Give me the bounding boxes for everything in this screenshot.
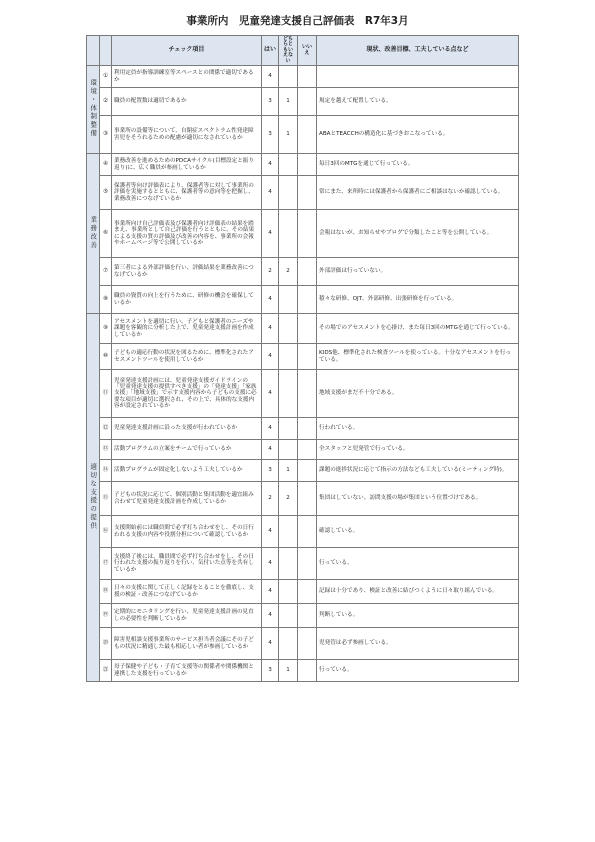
status-note: 集団はしていない。訪問支援の場が集団という位置づけである。 <box>317 482 519 516</box>
either-count: 1 <box>279 116 298 154</box>
status-note: 行っている。 <box>317 548 519 580</box>
no-count <box>298 604 317 628</box>
either-count <box>279 440 298 460</box>
row-number: ⑩ <box>100 344 112 370</box>
table-row <box>87 66 519 88</box>
yes-count: 4 <box>262 286 279 314</box>
row-number: ② <box>100 88 112 116</box>
check-item-text: 事業所向け自己評価表及び保護者向け評価表の結果を踏まえ、事業所として自己評価を行うとともに、その結果による支援の質の評価及び改善の内容を、事業所の会報やホームページ等で公開しているか <box>112 210 262 258</box>
page-title: 事業所内 児童発達支援自己評価表 R7年3月 <box>186 15 409 27</box>
header-blank-cell <box>100 36 112 66</box>
check-item-text: 子どもの適応行動の状況を図るために、標準化されたアセスメントツールを使用しているか <box>112 344 262 370</box>
status-note: 規定を越えて配置している。 <box>317 88 519 116</box>
no-count <box>298 370 317 418</box>
row-number: ⑮ <box>100 482 112 516</box>
status-note: 全スタッフと児発管で行っている。 <box>317 440 519 460</box>
table-row <box>87 580 519 604</box>
category-cell <box>87 154 100 314</box>
table-row <box>87 482 519 516</box>
table-row <box>87 88 519 116</box>
category-label: 業務改善 <box>89 215 98 250</box>
no-count <box>298 258 317 286</box>
yes-count: 4 <box>262 210 279 258</box>
header-status: 現状、改善目標、工夫している点など <box>317 36 519 66</box>
check-item-text: 児童発達支援計画には、児童発達支援ガイドラインの「児童発達支援の提供すべき支援」の「発達支援」「家族支援」「地域支援」で示す支援内容から子どもの支援に必要な項目が適切に選択され、その上で、具体的な支援内容が設定されているか <box>112 370 262 418</box>
either-count <box>279 176 298 210</box>
yes-count: 4 <box>262 314 279 344</box>
no-count <box>298 580 317 604</box>
status-note: KIDS他、標準化された検査ツールを使っている。十分なアセスメントを行っている。 <box>317 344 519 370</box>
row-number: ㉑ <box>100 660 112 682</box>
either-count: 1 <box>279 460 298 482</box>
check-item-text: 業務改善を進めるためのPDCAサイクル(目標設定と振り返り)に、広く職員が参画しているか <box>112 154 262 176</box>
either-count: 1 <box>279 660 298 682</box>
yes-count: 4 <box>262 66 279 88</box>
status-note: 記録は十分であり、検証と改善に結びつくように日々取り組んでいる。 <box>317 580 519 604</box>
status-note <box>317 66 519 88</box>
evaluation-table <box>86 35 519 682</box>
table-row <box>87 116 519 154</box>
yes-count: 4 <box>262 516 279 548</box>
row-number: ⑤ <box>100 176 112 210</box>
check-item-text: 利用定員が指導訓練室等スペースとの関係で適切であるか <box>112 66 262 88</box>
status-note: 確認している。 <box>317 516 519 548</box>
table-row <box>87 344 519 370</box>
row-number: ⑳ <box>100 628 112 660</box>
either-count <box>279 370 298 418</box>
status-note: 判断している。 <box>317 604 519 628</box>
header-yes: はい <box>262 36 279 66</box>
check-item-text: 職員の資質の向上を行うために、研修の機会を確保しているか <box>112 286 262 314</box>
either-count: 2 <box>279 258 298 286</box>
either-count <box>279 344 298 370</box>
either-count <box>279 548 298 580</box>
either-count <box>279 154 298 176</box>
table-row <box>87 154 519 176</box>
no-count <box>298 154 317 176</box>
status-note: 毎日3回のMTGを通じて行っている。 <box>317 154 519 176</box>
no-count <box>298 628 317 660</box>
header-blank-cell <box>87 36 100 66</box>
status-note: 常にまた、来所時には保護者から保護者にご相談はないか確認している。 <box>317 176 519 210</box>
status-note: 積々な研修、OJT、外部研修、出張研修を行っている。 <box>317 286 519 314</box>
no-count <box>298 66 317 88</box>
row-number: ① <box>100 66 112 88</box>
table-row <box>87 440 519 460</box>
table-row <box>87 548 519 580</box>
status-note: 課題の進捗状況に応じて指示の方法なども工夫している(ミーティング時)。 <box>317 460 519 482</box>
either-count: 1 <box>279 88 298 116</box>
status-note: 行っている。 <box>317 660 519 682</box>
yes-count: 4 <box>262 580 279 604</box>
row-number: ⑲ <box>100 604 112 628</box>
yes-count: 4 <box>262 344 279 370</box>
table-row <box>87 460 519 482</box>
check-item-text: 保護者等向け評価表により、保護者等に対して事業所の評価を実施するとともに、保護者等の意向等を把握し、業務改善につなげているか <box>112 176 262 210</box>
either-count <box>279 628 298 660</box>
no-count <box>298 482 317 516</box>
check-item-text: 事業所の設備等について、自閉症スペクトラム性発達障害児をそうれるための配慮が適切になされているか <box>112 116 262 154</box>
yes-count: 4 <box>262 548 279 580</box>
table-row <box>87 314 519 344</box>
category-label: 適切な支援の提供 <box>89 462 98 530</box>
category-cell <box>87 66 100 154</box>
check-item-text: 活動プログラムが固定化しないよう工夫しているか <box>112 460 262 482</box>
yes-count: 4 <box>262 176 279 210</box>
either-count <box>279 314 298 344</box>
table-row <box>87 210 519 258</box>
yes-count: 3 <box>262 88 279 116</box>
check-item-text: 支援開始前には職員間で必ず打ち合わせをし、その日行われる支援の内容や役割分担について確認しているか <box>112 516 262 548</box>
check-item-text: アセスメントを適切に行い、子どもと保護者のニーズや課題を客観的に分析した上で、児童発達支援計画を作成しているか <box>112 314 262 344</box>
no-count <box>298 344 317 370</box>
yes-count: 4 <box>262 154 279 176</box>
either-count <box>279 66 298 88</box>
yes-count: 4 <box>262 628 279 660</box>
row-number: ⑦ <box>100 258 112 286</box>
table-row <box>87 370 519 418</box>
either-count <box>279 604 298 628</box>
check-item-text: 活動プログラムの立案をチームで行っているか <box>112 440 262 460</box>
row-number: ⑨ <box>100 314 112 344</box>
row-number: ⑪ <box>100 370 112 418</box>
no-count <box>298 210 317 258</box>
yes-count: 3 <box>262 116 279 154</box>
check-item-text: 子どもの状況に応じて、個別活動と集団活動を適宜組み合わせて児童発達支援計画を作成しているか <box>112 482 262 516</box>
no-count <box>298 440 317 460</box>
no-count <box>298 460 317 482</box>
status-note: 行われている。 <box>317 418 519 440</box>
no-count <box>298 176 317 210</box>
no-count <box>298 314 317 344</box>
check-item-text: 職員の配置数は適切であるか <box>112 88 262 116</box>
yes-count: 4 <box>262 370 279 418</box>
row-number: ⑫ <box>100 418 112 440</box>
row-number: ⑥ <box>100 210 112 258</box>
row-number: ④ <box>100 154 112 176</box>
check-item-text: 母子保健や子ども・子育て支援等の関係者や関係機関と連携した支援を行っているか <box>112 660 262 682</box>
either-count <box>279 516 298 548</box>
row-number: ⑧ <box>100 286 112 314</box>
table-row <box>87 660 519 682</box>
yes-count: 2 <box>262 258 279 286</box>
no-count <box>298 88 317 116</box>
row-number: ⑭ <box>100 460 112 482</box>
no-count <box>298 116 317 154</box>
status-note: ABAとTEACCHの構造化に基づきおこなっている。 <box>317 116 519 154</box>
category-label: 環境・体制整備 <box>89 78 98 138</box>
row-number: ⑬ <box>100 440 112 460</box>
table-row <box>87 176 519 210</box>
no-count <box>298 286 317 314</box>
table-row <box>87 286 519 314</box>
row-number: ③ <box>100 116 112 154</box>
either-count: 2 <box>279 482 298 516</box>
row-number: ⑱ <box>100 580 112 604</box>
status-note: その場でのアセスメントを心掛け、また毎日3回のMTGを通じて行っている。 <box>317 314 519 344</box>
no-count <box>298 516 317 548</box>
either-count <box>279 210 298 258</box>
check-item-text: 日々の支援に関して正しく記録をとることを徹底し、支援の検証・改善につなげているか <box>112 580 262 604</box>
header-row <box>87 36 519 66</box>
header-item: チェック項目 <box>112 36 262 66</box>
yes-count: 2 <box>262 482 279 516</box>
yes-count: 4 <box>262 418 279 440</box>
either-count <box>279 418 298 440</box>
check-item-text: 障害児相談支援事業所のサービス担当者会議にその子どもの状況に精通した最も相応しい者が参画しているか <box>112 628 262 660</box>
table-row <box>87 258 519 286</box>
status-note: 外部評価は行っていない。 <box>317 258 519 286</box>
check-item-text: 児童発達支援計画に沿った支援が行われているか <box>112 418 262 440</box>
yes-count: 3 <box>262 460 279 482</box>
row-number: ⑰ <box>100 548 112 580</box>
yes-count: 4 <box>262 440 279 460</box>
table-row <box>87 604 519 628</box>
check-item-text: 定期的にモニタリングを行い、児童発達支援計画の見直しの必要性を判断しているか <box>112 604 262 628</box>
table-row <box>87 516 519 548</box>
no-count <box>298 548 317 580</box>
row-number: ⑯ <box>100 516 112 548</box>
status-note: 児発管は必ず参画している。 <box>317 628 519 660</box>
either-count <box>279 286 298 314</box>
yes-count: 3 <box>262 660 279 682</box>
header-either: どちらともいえない <box>279 36 298 66</box>
check-item-text: 支援終了後には、職員間で必ず打ち合わせをし、その日行われた支援の振り返りを行い、気付いた点等を共有しているか <box>112 548 262 580</box>
no-count <box>298 660 317 682</box>
table-body <box>87 66 519 682</box>
either-count <box>279 580 298 604</box>
no-count <box>298 418 317 440</box>
yes-count: 4 <box>262 604 279 628</box>
table-row <box>87 418 519 440</box>
header-no: いいえ <box>298 36 317 66</box>
status-note: 地域支援がまだ不十分である。 <box>317 370 519 418</box>
status-note: 会報はないが、お知らせやブログで分類したこと等を公開している。 <box>317 210 519 258</box>
category-cell <box>87 314 100 682</box>
check-item-text: 第三者による外部評価を行い、評価結果を業務改善につなげているか <box>112 258 262 286</box>
table-row <box>87 628 519 660</box>
